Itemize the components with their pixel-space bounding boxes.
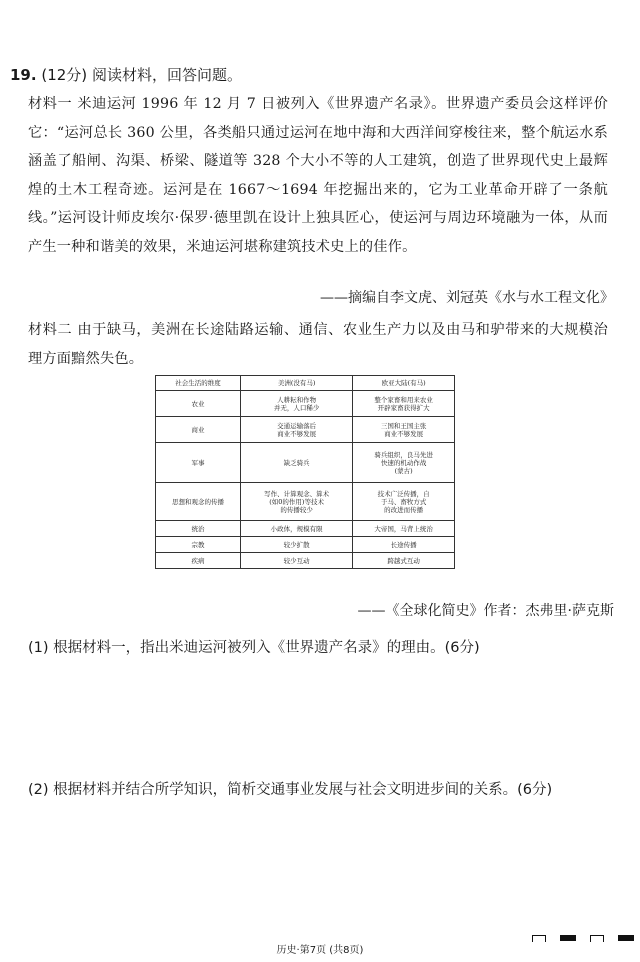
table-row: [156, 553, 455, 569]
scan-mark-icon: [590, 935, 604, 942]
table-cell: 军事: [156, 443, 241, 483]
table-header-cell: 社会生活的维度: [156, 376, 241, 391]
table-cell: 小政体，规模有限: [241, 521, 353, 537]
question-points: (12分): [41, 66, 88, 84]
table-header-row: [156, 376, 455, 391]
table-cell: 写作、计算观念、算术 (如0的作用)等技术 的传播较少: [241, 483, 353, 521]
question-number: 19.: [10, 66, 37, 84]
scan-mark-icon: [560, 935, 576, 941]
material-one: [28, 90, 608, 261]
table-row: [156, 417, 455, 443]
table-cell: 较少扩散: [241, 537, 353, 553]
table-row: [156, 443, 455, 483]
table-cell: 商业: [156, 417, 241, 443]
table-row: [156, 483, 455, 521]
table-cell: 骑兵组织，良马先进 快速的机动作战 (蒙古): [353, 443, 455, 483]
question-header: [10, 64, 242, 85]
sub-question-1: (1) 根据材料一，指出米迪运河被列入《世界遗产名录》的理由。(6分): [28, 640, 480, 656]
table-cell: 跨越式互动: [353, 553, 455, 569]
material-two-source: ——《全球化简史》作者：杰弗里·萨克斯: [357, 603, 614, 619]
table-cell: 长途传播: [353, 537, 455, 553]
table-cell: 交通运输落后 商业不够发展: [241, 417, 353, 443]
material-one-text: 米迪运河 1996 年 12 月 7 日被列入《世界遗产名录》。世界遗产委员会这样评价它：“运河总长 360 公里，各类船只通过运河在地中海和大西洋间穿梭往来，整个航运水系涵盖了船闸、沟渠、桥梁、隧道等 328 个大小不等的人工建筑，创造了世界现代史上最辉煌的土木工程奇迹。运河是在 1667～1694 年挖掘出来的，它为工业革命开辟了一条航线。”运河设计师皮埃尔·保罗·德里凯在设计上独具匠心，使运河与周边环境融为一体，从而产生一种和谐美的效果，米迪运河堪称建筑技术史上的佳作。: [28, 96, 608, 255]
scan-marks: [532, 935, 634, 942]
scan-mark-icon: [532, 935, 546, 942]
table-cell: 较少互动: [241, 553, 353, 569]
material-two: [28, 316, 608, 373]
sub-question-2: (2) 根据材料并结合所学知识，简析交通事业发展与社会文明进步间的关系。(6分): [28, 782, 553, 798]
scan-mark-icon: [618, 935, 634, 941]
material-one-source: ——摘编自李文虎、刘冠英《水与水工程文化》: [320, 290, 614, 306]
table-cell: 技术广泛传播，自 于马、畜牧方式 的改进而传播: [353, 483, 455, 521]
table-cell: 疾病: [156, 553, 241, 569]
table-row: [156, 521, 455, 537]
page-footer: 历史·第7页 (共8页): [276, 945, 364, 956]
table-row: [156, 391, 455, 417]
material-two-label: 材料二: [28, 322, 73, 338]
table-cell: 统治: [156, 521, 241, 537]
table-cell: 缺乏骑兵: [241, 443, 353, 483]
table-cell: 农业: [156, 391, 241, 417]
table-row: [156, 537, 455, 553]
table-cell: 整个家畜和用来农业 开辟家畜获得扩大: [353, 391, 455, 417]
table-cell: 宗教: [156, 537, 241, 553]
table-cell: 人耕耘和作物 并无，人口稀少: [241, 391, 353, 417]
table-cell: 三国和王国主张 商业不够发展: [353, 417, 455, 443]
table-header-cell: 美洲(没有马): [241, 376, 353, 391]
table-cell: 大帝国，马背上统治: [353, 521, 455, 537]
material-two-text: 由于缺马，美洲在长途陆路运输、通信、农业生产力以及由马和驴带来的大规模治理方面黯然失色。: [28, 322, 609, 367]
comparison-table-wrap: [155, 375, 455, 569]
comparison-table: [155, 375, 455, 569]
table-cell: 思想和观念的传播: [156, 483, 241, 521]
material-one-label: 材料一: [28, 96, 73, 112]
table-header-cell: 欧亚大陆(有马): [353, 376, 455, 391]
question-instruction: 阅读材料，回答问题。: [91, 66, 242, 84]
